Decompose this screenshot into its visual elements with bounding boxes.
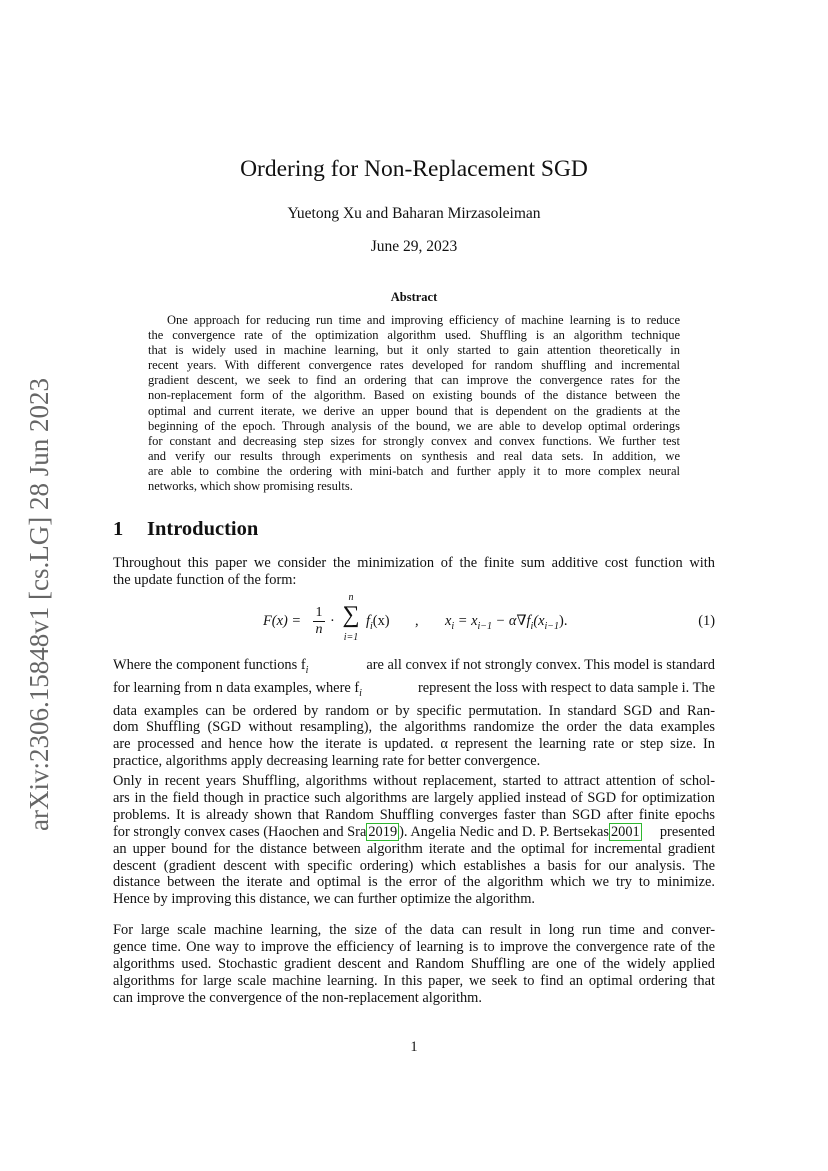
equation-summand [366,613,390,632]
paragraph-line: can improve the convergence of the non-replacement algorithm. [113,989,482,1006]
paragraph-line: the update function of the form: [113,571,297,588]
line-fragment: are all convex if not strongly convex. This model is standard [366,657,715,673]
line-fragment: Where the component functions f [113,657,306,673]
arxiv-identifier: arXiv:2306.15848v1 [cs.LG] 28 Jun 2023 [24,378,54,832]
equation-update [445,613,567,632]
update-gradient-argument: (x [533,613,545,629]
paragraph-line: algorithms used. Stochastic gradient descent and Random Shuffling are one of the widely applied [113,955,715,972]
paragraph-line: distance between the iterate and optimal is the error of the algorithm which we try to minimize. [113,874,715,891]
summand-argument: (x) [372,613,390,629]
abstract-line: networks, which show promising results. [148,479,353,494]
paragraph-line: Only in recent years Shuffling, algorithms without replacement, started to attract attention of schol- [113,773,715,789]
paragraph-line: Hence by improving this distance, we can further optimize the algorithm. [113,891,536,908]
fraction-denominator: n [313,621,325,638]
paragraph-line: are processed and hence how the iterate is updated. α represent the learning rate or step size. In [113,736,715,753]
section-heading [113,518,258,541]
equation-lhs: F(x) = [263,613,302,629]
abstract-line: One approach for reducing run time and improving efficiency of machine learning is to reduce [167,313,680,327]
paragraph-line: an upper bound for the distance between algorithm iterate and the optimal for incremental gradient [113,840,715,857]
sum-upper-limit: n [348,592,354,603]
paragraph-3 [113,773,715,908]
abstract-line: gradient descent, we seek to find an ordering that can improve the convergence rates for the [148,373,680,388]
line-fragment: presented [659,823,715,840]
paragraph-line: For large scale machine learning, the size of the data can result in long run time and conver- [113,922,715,938]
paragraph-line: dom Shuffling (SGD without resampling), the algorithms randomize the order the data examples [113,719,715,736]
paragraph-line: ars in the field though in practice such algorithms are largely applied instead of SGD for optimization [113,789,715,806]
paragraph-line [113,824,715,841]
line-fragment: for strongly convex cases (Haochen and Sra [113,823,367,840]
paragraph-line: descent (gradient descent with specific ordering) which establishes a basis for our analysis. The [113,857,715,874]
equation-1 [113,592,715,648]
abstract-body [148,313,680,494]
equation-number: (1) [698,613,715,629]
paper-date: June 29, 2023 [370,238,458,255]
summand-subscript: i [370,620,373,632]
paragraph-line: for learning from n data examples, where $f_i$ represent the loss with respect to data sample i. The [113,680,715,703]
paper-title: Ordering for Non-Replacement SGD [240,156,588,182]
update-gradient-subscript: i [530,620,534,632]
paragraph-line: Throughout this paper we consider the minimization of the finite sum additive cost function with [113,555,715,571]
equation-fraction [313,605,325,638]
line-fragment: ). Angelia Nedic and D. P. Bertsekas [399,823,609,840]
abstract-line: non-replacement form of the algorithm. Based on existing bounds of the distance between the [148,388,680,403]
section-title: Introduction [147,518,259,540]
abstract-line: optimal and current iterate, we derive an upper bound that is dependent on the gradients at the [148,403,680,418]
sum-symbol: ∑ [342,602,360,628]
update-gradient-argument-subscript: i−1 [544,620,560,632]
line-fragment: for learning from n data examples, where f [113,679,360,696]
paragraph-line: practice, algorithms apply decreasing learning rate for better convergence. [113,753,541,770]
paragraph-line: problems. It is already shown that Random Shuffling converges faster than SGD after finite epochs [113,806,715,823]
paragraph-line: algorithms for large scale machine learning. In this paper, we seek to find an optimal ordering that [113,972,715,989]
update-var: x [445,613,452,629]
paragraph-line: gence time. One way to improve the efficiency of learning is to improve the convergence rate of the [113,938,715,955]
update-rhs-subscript: i−1 [477,620,493,632]
abstract-line: are able to combine the ordering with mini-batch and further apply it to more complex neural [148,463,680,478]
paper-authors: Yuetong Xu and Baharan Mirzasoleiman [287,205,541,222]
update-rhs: = x [457,613,478,629]
section-number: 1 [113,518,124,540]
update-subscript: i [451,620,455,632]
abstract-line: recent years. With different convergence rates developed for random shuffling and incremental [148,358,680,373]
abstract-line: the convergence rate of the optimization algorithm used. Shuffling is an algorithm technique [148,328,680,343]
equation-separator: , [415,613,419,629]
sum-lower-limit: i=1 [343,632,359,643]
update-end: ). [559,613,568,629]
citation-link[interactable]: 2001 [610,823,640,840]
paragraph-4 [113,922,715,1007]
update-gradient: − α∇f [495,613,531,629]
abstract-line: that is widely used in machine learning, but it only started to gain attention theoretically in [148,343,680,358]
fraction-numerator: 1 [315,605,323,620]
equation-dot: · [330,613,335,629]
equation-body [263,592,593,648]
paragraph-line: Where the component functions $f_i$ are all convex if not strongly convex. This model is standard [113,657,715,680]
paragraph-2 [113,657,715,770]
citation-link[interactable]: 2019 [368,823,398,840]
abstract-heading: Abstract [390,290,438,304]
intro-paragraph [113,555,715,589]
abstract-line: beginning of the epoch. Through analysis of the bound, we are able to develop optimal orderings [148,418,680,433]
line-fragment: represent the loss with respect to data sample i. The [417,679,715,696]
page-number: 1 [410,1039,418,1055]
abstract-line: for constant and decreasing step sizes for strongly convex and convex functions. We further test [148,433,680,448]
abstract-line: and verify our results through experiments on synthesis and real data sets. In addition, we [148,448,680,463]
summand-symbol: f [366,613,370,629]
paragraph-line: data examples can be ordered by random or by specific permutation. In standard SGD and Ran- [113,702,715,719]
